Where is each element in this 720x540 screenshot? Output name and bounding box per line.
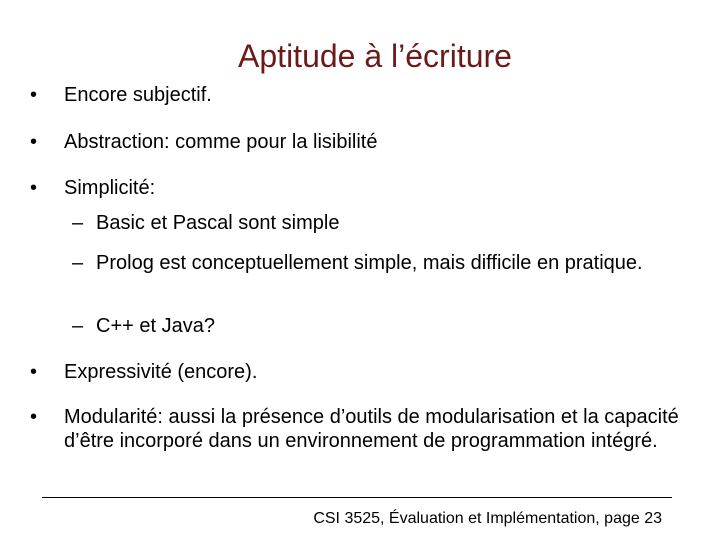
sub-bullet-text: Basic et Pascal sont simple: [96, 212, 340, 234]
sub-bullet-marker: –: [72, 315, 84, 337]
bullet-item: [30, 130, 690, 154]
sub-bullet-text: C++ et Java?: [96, 315, 215, 337]
slide-title: Aptitude à l’écriture: [238, 38, 512, 74]
bullet-item: [30, 176, 690, 200]
bullet-item: [30, 360, 690, 384]
bullet-text: Abstraction: comme pour la lisibilité: [64, 131, 378, 153]
bullet-text: Simplicité:: [64, 177, 156, 199]
bullet-text: Modularité: aussi la présence d’outils de modularisation et la capacité d’être incorporé dans un environnement de programmation intégré.: [64, 406, 679, 452]
sub-bullet-item: [72, 251, 672, 275]
sub-bullet-marker: –: [72, 212, 84, 234]
bullet-marker: •: [30, 406, 38, 428]
sub-bullet-item: [72, 314, 672, 338]
bullet-text: Expressivité (encore).: [64, 361, 258, 383]
bullet-marker: •: [30, 131, 38, 153]
bullet-item: [30, 405, 690, 453]
bullet-text: Encore subjectif.: [64, 84, 212, 106]
bullet-marker: •: [30, 177, 38, 199]
bullet-marker: •: [30, 84, 38, 106]
footer-divider: [42, 497, 672, 498]
sub-bullet-item: [72, 211, 672, 235]
bullet-marker: •: [30, 361, 38, 383]
bullet-item: [30, 83, 690, 107]
sub-bullet-text: Prolog est conceptuellement simple, mais difficile en pratique.: [96, 252, 643, 274]
slide-footer: CSI 3525, Évaluation et Implémentation, page 23: [313, 510, 662, 527]
sub-bullet-marker: –: [72, 252, 84, 274]
